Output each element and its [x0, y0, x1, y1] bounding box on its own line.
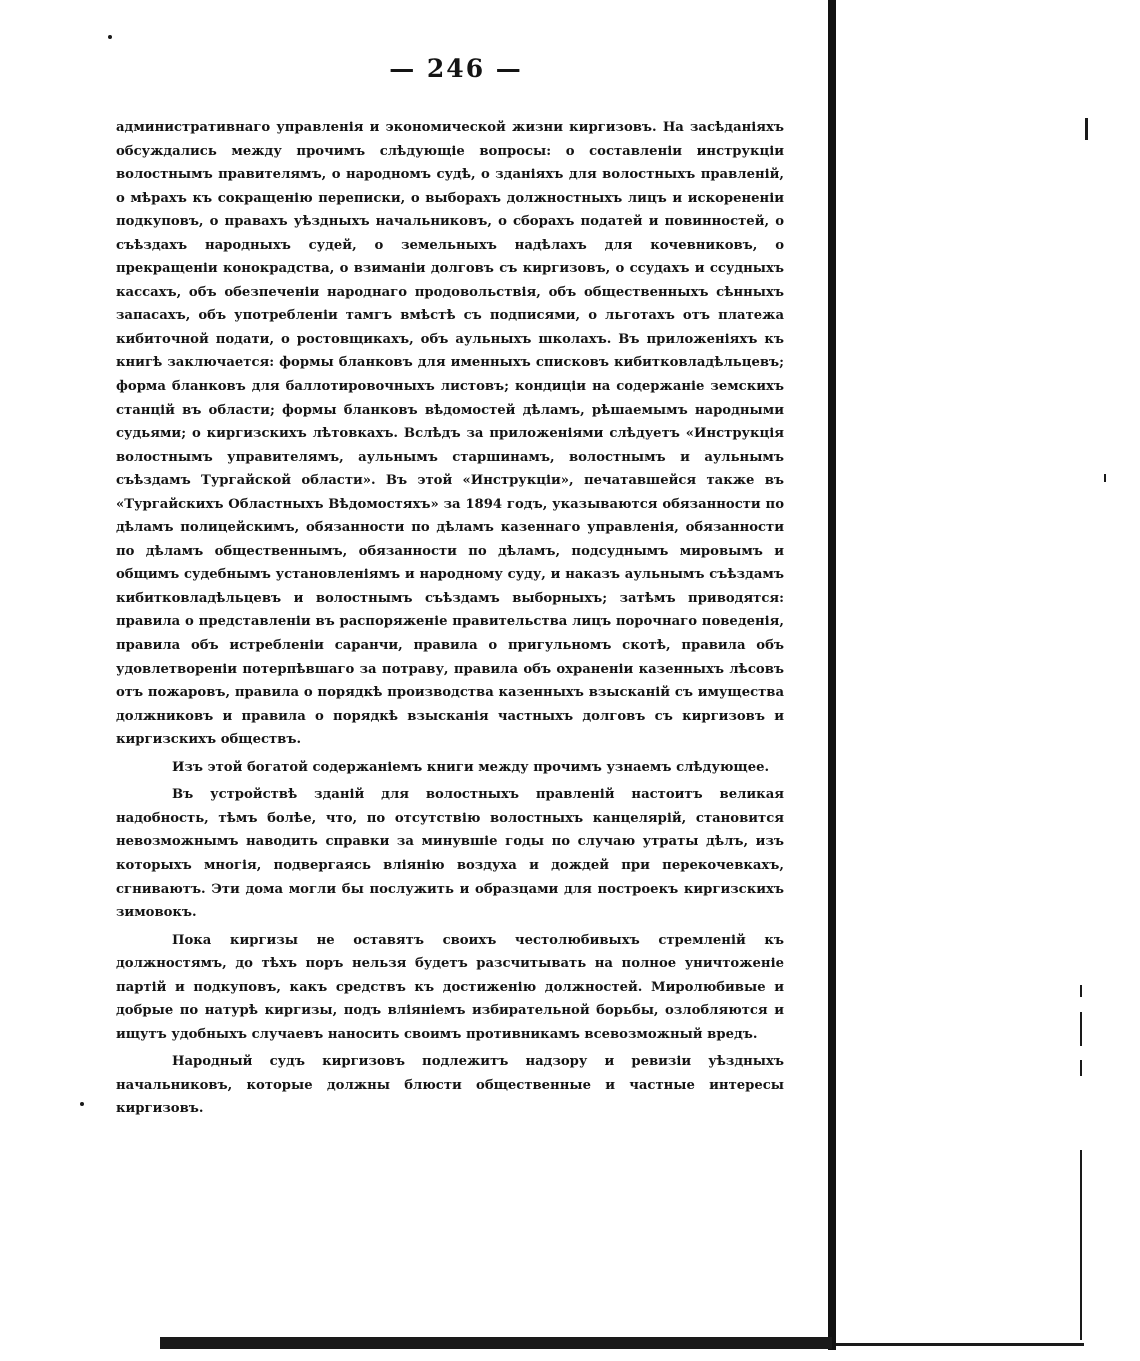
scan-speck	[80, 1102, 84, 1106]
body-text	[116, 116, 784, 1121]
scan-margin-mark	[1080, 1060, 1082, 1076]
paragraph: Изъ этой богатой содержаніемъ книги между прочимъ узнаемъ слѣдующее.	[172, 759, 770, 775]
scan-margin-mark	[1085, 118, 1088, 140]
paragraph: Въ устройствѣ зданій для волостныхъ правленій настоитъ великая надобность, тѣмъ болѣе, что, по отсутствію волостныхъ канцелярій, становится невозможнымъ наводить справки за минувшіе годы по случаю утраты дѣлъ, изъ которыхъ многія, подвергаясь вліянію воздуха и дождей при перекочевкахъ, сгниваютъ. Эти дома могли бы послужить и образцами для построекъ киргизскихъ зимовокъ.	[116, 787, 784, 921]
scan-margin-mark	[1080, 1150, 1082, 1340]
scan-speck	[108, 35, 112, 39]
paragraph: Народный судъ киргизовъ подлежитъ надзору и ревизіи уѣздныхъ начальниковъ, которые должны блюсти общественные и частные интересы киргизовъ.	[116, 1054, 784, 1117]
bottom-edge-rule-thin	[836, 1343, 1084, 1346]
scan-margin-mark	[1080, 985, 1082, 997]
bottom-edge-rule	[160, 1337, 832, 1349]
scan-margin-mark	[1080, 1012, 1082, 1046]
binding-edge-rule	[828, 0, 836, 1350]
paragraph-continued: административнаго управленія и экономической жизни киргизовъ. На засѣданіяхъ обсуждались между прочимъ слѣдующіе вопросы: о составленіи инструкціи волостнымъ правителямъ, о народномъ судѣ, о зданіяхъ для волостныхъ правленій, о мѣрахъ къ сокращенію переписки, о выборахъ должностныхъ лицъ и искорененіи подкуповъ, о правахъ уѣздныхъ начальниковъ, о сборахъ податей и повинностей, о съѣздахъ народныхъ судей, о земельныхъ надѣлахъ для кочевниковъ, о прекращеніи конокрадства, о взиманіи долговъ съ киргизовъ, о ссудахъ и ссудныхъ кассахъ, объ обезпеченіи народнаго продовольствія, объ общественныхъ сѣнныхъ запасахъ, объ употребленіи тамгъ вмѣстѣ съ подписями, о льготахъ отъ платежа кибиточной подати, о ростовщикахъ, объ аульныхъ школахъ. Въ приложеніяхъ къ книгѣ заключается: формы бланковъ для именныхъ списковъ кибитковладѣльцевъ; форма бланковъ для баллотировочныхъ листовъ; кондиціи на содержаніе земскихъ станцій въ области; формы бланковъ вѣдомостей дѣламъ, рѣшаемымъ народными судьями; о киргизскихъ лѣтовкахъ. Вслѣдъ за приложеніями слѣдуетъ «Инструкція волостнымъ управителямъ, аульнымъ старшинамъ, волостнымъ и аульнымъ съѣздамъ Тургайской области». Въ этой «Инструкціи», печатавшейся также въ «Тургайскихъ Областныхъ Вѣдомостяхъ» за 1894 годъ, указываются обязанности по дѣламъ полицейскимъ, обязанности по дѣламъ казеннаго управленія, обязанности по дѣламъ общественнымъ, обязанности по дѣламъ, подсуднымъ мировымъ и общимъ судебнымъ установленіямъ и народному суду, и наказъ аульнымъ съѣздамъ кибитковладѣльцевъ и волостнымъ съѣздамъ выборныхъ; затѣмъ приводятся: правила о представленіи въ распоряженіе правительства лицъ порочнаго поведенія, правила объ истребленіи саранчи, правила о пригульномъ скотѣ, правила объ удовлетвореніи потерпѣвшаго за потраву, правила объ охраненіи казенныхъ лѣсовъ отъ пожаровъ, правила о порядкѣ производства казенныхъ взысканій съ имущества должниковъ и правила о порядкѣ взысканія частныхъ долговъ съ киргизовъ и киргизскихъ обществъ.	[116, 120, 784, 748]
page-number: — 246 —	[389, 54, 523, 83]
paragraph: Пока киргизы не оставятъ своихъ честолюбивыхъ стремленій къ должностямъ, до тѣхъ поръ нельзя будетъ разсчитывать на полное уничтоженіе партій и подкуповъ, какъ средствъ къ достиженію должностей. Миролюбивые и добрые по натурѣ киргизы, подъ вліяніемъ избирательной борьбы, озлобляются и ищутъ удобныхъ случаевъ наносить своимъ противникамъ всевозможный вредъ.	[116, 932, 784, 1042]
scan-margin-mark	[1104, 474, 1106, 482]
